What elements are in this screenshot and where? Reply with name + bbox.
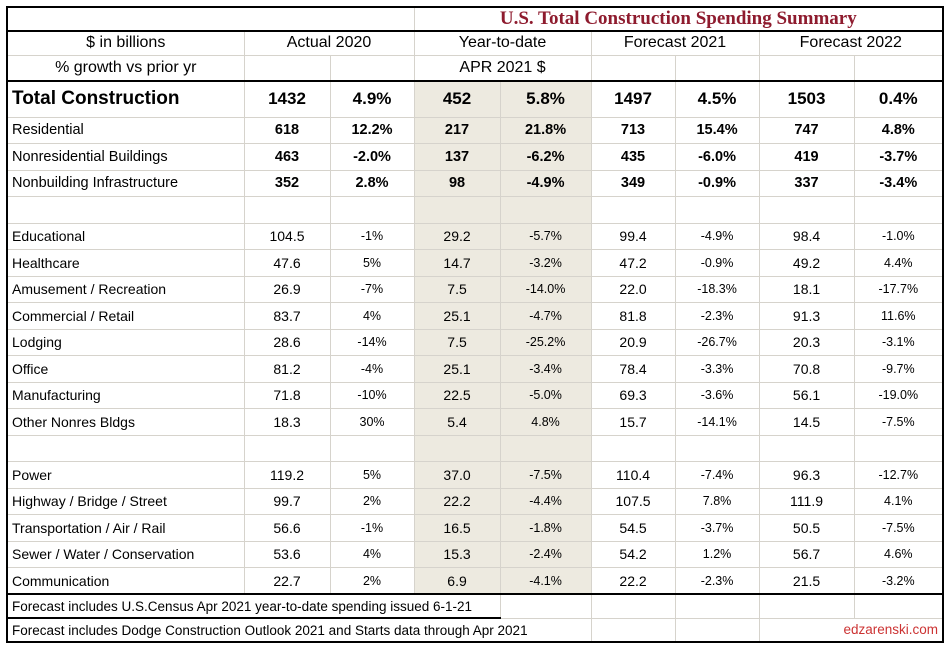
cell-growth-pct: 1.2% bbox=[675, 541, 759, 568]
row-label: Sewer / Water / Conservation bbox=[7, 541, 244, 568]
table-row bbox=[7, 303, 943, 330]
cell-growth-pct: 11.6% bbox=[854, 303, 943, 330]
cell-spending-value: 5.4 bbox=[414, 409, 500, 436]
cell-growth-pct: -4.7% bbox=[500, 303, 591, 330]
column-group-forecast-2021: Forecast 2021 bbox=[591, 31, 759, 55]
column-group-forecast-2022: Forecast 2022 bbox=[759, 31, 943, 55]
table-title: U.S. Total Construction Spending Summary bbox=[414, 7, 943, 31]
cell-growth-pct: 12.2% bbox=[330, 117, 414, 144]
table-row bbox=[7, 462, 943, 489]
cell-spending-value: 1497 bbox=[591, 81, 675, 117]
footer-empty-cell bbox=[759, 594, 854, 618]
table-row bbox=[7, 329, 943, 356]
footnote-row-1 bbox=[7, 594, 943, 618]
header-empty-cell bbox=[675, 55, 759, 81]
cell-spending-value: 25.1 bbox=[414, 356, 500, 383]
cell-spending-value bbox=[591, 197, 675, 224]
table-row bbox=[7, 488, 943, 515]
cell-spending-value: 47.2 bbox=[591, 250, 675, 277]
cell-growth-pct bbox=[675, 197, 759, 224]
cell-growth-pct: -4% bbox=[330, 356, 414, 383]
cell-spending-value: 56.6 bbox=[244, 515, 330, 542]
cell-spending-value: 98 bbox=[414, 170, 500, 197]
cell-spending-value: 6.9 bbox=[414, 568, 500, 595]
cell-growth-pct: 4% bbox=[330, 541, 414, 568]
cell-growth-pct: -4.4% bbox=[500, 488, 591, 515]
cell-spending-value: 104.5 bbox=[244, 223, 330, 250]
cell-growth-pct: -3.6% bbox=[675, 382, 759, 409]
cell-spending-value: 83.7 bbox=[244, 303, 330, 330]
cell-growth-pct: -2.4% bbox=[500, 541, 591, 568]
row-label: Nonresidential Buildings bbox=[7, 144, 244, 171]
cell-growth-pct: 30% bbox=[330, 409, 414, 436]
cell-spending-value: 110.4 bbox=[591, 462, 675, 489]
cell-spending-value: 29.2 bbox=[414, 223, 500, 250]
cell-spending-value bbox=[244, 435, 330, 462]
table-row bbox=[7, 170, 943, 197]
cell-growth-pct: -4.9% bbox=[675, 223, 759, 250]
table-row bbox=[7, 382, 943, 409]
cell-growth-pct: -2.0% bbox=[330, 144, 414, 171]
footer-empty-cell bbox=[675, 618, 759, 642]
cell-growth-pct: -14.1% bbox=[675, 409, 759, 436]
row-label: Other Nonres Bldgs bbox=[7, 409, 244, 436]
cell-spending-value: 7.5 bbox=[414, 329, 500, 356]
column-group-actual-2020: Actual 2020 bbox=[244, 31, 414, 55]
cell-spending-value: 78.4 bbox=[591, 356, 675, 383]
table-row bbox=[7, 223, 943, 250]
cell-growth-pct: -4.9% bbox=[500, 170, 591, 197]
table-row bbox=[7, 356, 943, 383]
cell-spending-value: 54.2 bbox=[591, 541, 675, 568]
cell-growth-pct: -25.2% bbox=[500, 329, 591, 356]
cell-spending-value: 14.5 bbox=[759, 409, 854, 436]
table-row bbox=[7, 81, 943, 117]
header-empty-cell bbox=[330, 55, 414, 81]
cell-spending-value: 1432 bbox=[244, 81, 330, 117]
spacer-row bbox=[7, 197, 943, 224]
cell-growth-pct: 5.8% bbox=[500, 81, 591, 117]
table-row bbox=[7, 144, 943, 171]
cell-spending-value: 20.3 bbox=[759, 329, 854, 356]
cell-growth-pct: -3.7% bbox=[854, 144, 943, 171]
cell-spending-value: 337 bbox=[759, 170, 854, 197]
table-row bbox=[7, 515, 943, 542]
cell-growth-pct: -0.9% bbox=[675, 250, 759, 277]
cell-growth-pct: -7.5% bbox=[854, 409, 943, 436]
cell-growth-pct: 5% bbox=[330, 462, 414, 489]
cell-spending-value: 15.7 bbox=[591, 409, 675, 436]
cell-spending-value: 54.5 bbox=[591, 515, 675, 542]
cell-spending-value: 419 bbox=[759, 144, 854, 171]
cell-growth-pct: -4.1% bbox=[500, 568, 591, 595]
cell-growth-pct: 0.4% bbox=[854, 81, 943, 117]
cell-growth-pct: -26.7% bbox=[675, 329, 759, 356]
table-row bbox=[7, 568, 943, 595]
cell-spending-value: 56.1 bbox=[759, 382, 854, 409]
cell-spending-value: 107.5 bbox=[591, 488, 675, 515]
cell-growth-pct: 4.5% bbox=[675, 81, 759, 117]
cell-growth-pct: 4.9% bbox=[330, 81, 414, 117]
cell-spending-value: 18.1 bbox=[759, 276, 854, 303]
footnote-row-2 bbox=[7, 618, 943, 642]
cell-spending-value: 98.4 bbox=[759, 223, 854, 250]
cell-growth-pct: -18.3% bbox=[675, 276, 759, 303]
cell-growth-pct: 2.8% bbox=[330, 170, 414, 197]
cell-growth-pct: -19.0% bbox=[854, 382, 943, 409]
cell-spending-value: 49.2 bbox=[759, 250, 854, 277]
cell-growth-pct: 4.8% bbox=[500, 409, 591, 436]
header-empty-cell bbox=[854, 55, 943, 81]
cell-growth-pct: 4.6% bbox=[854, 541, 943, 568]
cell-spending-value bbox=[414, 197, 500, 224]
cell-growth-pct: 5% bbox=[330, 250, 414, 277]
cell-growth-pct: 2% bbox=[330, 568, 414, 595]
cell-spending-value: 349 bbox=[591, 170, 675, 197]
cell-growth-pct: -2.3% bbox=[675, 303, 759, 330]
construction-spending-table bbox=[6, 6, 944, 643]
header-empty-cell bbox=[759, 55, 854, 81]
row-label: Total Construction bbox=[7, 81, 244, 117]
cell-growth-pct: -3.4% bbox=[500, 356, 591, 383]
cell-growth-pct: 4.4% bbox=[854, 250, 943, 277]
cell-growth-pct: -9.7% bbox=[854, 356, 943, 383]
cell-spending-value: 81.8 bbox=[591, 303, 675, 330]
cell-spending-value: 37.0 bbox=[414, 462, 500, 489]
units-label: $ in billions bbox=[7, 31, 244, 55]
footer-empty-cell bbox=[854, 594, 943, 618]
cell-spending-value: 747 bbox=[759, 117, 854, 144]
cell-spending-value: 69.3 bbox=[591, 382, 675, 409]
cell-growth-pct bbox=[500, 435, 591, 462]
cell-growth-pct: -5.7% bbox=[500, 223, 591, 250]
header-row-2 bbox=[7, 55, 943, 81]
cell-spending-value: 463 bbox=[244, 144, 330, 171]
cell-growth-pct bbox=[500, 197, 591, 224]
row-label: Office bbox=[7, 356, 244, 383]
cell-growth-pct bbox=[675, 435, 759, 462]
cell-spending-value: 452 bbox=[414, 81, 500, 117]
cell-growth-pct: -14% bbox=[330, 329, 414, 356]
cell-spending-value: 22.0 bbox=[591, 276, 675, 303]
table-row bbox=[7, 250, 943, 277]
cell-spending-value bbox=[591, 435, 675, 462]
cell-spending-value: 352 bbox=[244, 170, 330, 197]
footer-empty-cell bbox=[500, 594, 591, 618]
cell-growth-pct bbox=[854, 435, 943, 462]
row-label: Residential bbox=[7, 117, 244, 144]
cell-spending-value: 618 bbox=[244, 117, 330, 144]
row-label: Nonbuilding Infrastructure bbox=[7, 170, 244, 197]
cell-growth-pct: -12.7% bbox=[854, 462, 943, 489]
cell-growth-pct: -1% bbox=[330, 515, 414, 542]
cell-growth-pct: 2% bbox=[330, 488, 414, 515]
row-label: Amusement / Recreation bbox=[7, 276, 244, 303]
row-label: Highway / Bridge / Street bbox=[7, 488, 244, 515]
cell-spending-value: 71.8 bbox=[244, 382, 330, 409]
cell-growth-pct: -2.3% bbox=[675, 568, 759, 595]
table-row bbox=[7, 276, 943, 303]
cell-spending-value: 7.5 bbox=[414, 276, 500, 303]
column-group-year-to-date: Year-to-date bbox=[414, 31, 591, 55]
cell-spending-value: 47.6 bbox=[244, 250, 330, 277]
footnote-dodge: Forecast includes Dodge Construction Outlook 2021 and Starts data through Apr 2021 bbox=[7, 618, 591, 642]
cell-growth-pct: 4.1% bbox=[854, 488, 943, 515]
cell-spending-value: 137 bbox=[414, 144, 500, 171]
cell-spending-value: 18.3 bbox=[244, 409, 330, 436]
footer-empty-cell bbox=[591, 594, 675, 618]
cell-spending-value: 96.3 bbox=[759, 462, 854, 489]
cell-spending-value bbox=[244, 197, 330, 224]
cell-spending-value: 16.5 bbox=[414, 515, 500, 542]
table-row bbox=[7, 117, 943, 144]
cell-spending-value: 713 bbox=[591, 117, 675, 144]
cell-spending-value: 99.7 bbox=[244, 488, 330, 515]
cell-growth-pct: -7% bbox=[330, 276, 414, 303]
cell-growth-pct: -3.2% bbox=[500, 250, 591, 277]
table-row bbox=[7, 409, 943, 436]
cell-spending-value: 50.5 bbox=[759, 515, 854, 542]
footnote-census: Forecast includes U.S.Census Apr 2021 year-to-date spending issued 6-1-21 bbox=[7, 594, 500, 618]
cell-growth-pct: -1% bbox=[330, 223, 414, 250]
cell-growth-pct bbox=[854, 197, 943, 224]
cell-growth-pct: -14.0% bbox=[500, 276, 591, 303]
cell-spending-value: 70.8 bbox=[759, 356, 854, 383]
row-label: Commercial / Retail bbox=[7, 303, 244, 330]
cell-growth-pct: -3.1% bbox=[854, 329, 943, 356]
cell-spending-value: 20.9 bbox=[591, 329, 675, 356]
title-row-empty-cell bbox=[7, 7, 414, 31]
cell-spending-value bbox=[759, 435, 854, 462]
cell-spending-value: 22.5 bbox=[414, 382, 500, 409]
row-label: Communication bbox=[7, 568, 244, 595]
cell-spending-value: 22.7 bbox=[244, 568, 330, 595]
cell-spending-value: 21.5 bbox=[759, 568, 854, 595]
row-label: Educational bbox=[7, 223, 244, 250]
growth-label: % growth vs prior yr bbox=[7, 55, 244, 81]
cell-growth-pct: -17.7% bbox=[854, 276, 943, 303]
ytd-subtitle: APR 2021 $ bbox=[414, 55, 591, 81]
row-label: Power bbox=[7, 462, 244, 489]
cell-growth-pct: -6.0% bbox=[675, 144, 759, 171]
row-label: Lodging bbox=[7, 329, 244, 356]
cell-growth-pct: -1.8% bbox=[500, 515, 591, 542]
row-label bbox=[7, 197, 244, 224]
cell-growth-pct: 4.8% bbox=[854, 117, 943, 144]
header-empty-cell bbox=[591, 55, 675, 81]
header-row-1 bbox=[7, 31, 943, 55]
cell-growth-pct: 4% bbox=[330, 303, 414, 330]
cell-growth-pct: -6.2% bbox=[500, 144, 591, 171]
row-label: Manufacturing bbox=[7, 382, 244, 409]
cell-growth-pct: -3.3% bbox=[675, 356, 759, 383]
title-row bbox=[7, 7, 943, 31]
cell-spending-value: 217 bbox=[414, 117, 500, 144]
cell-growth-pct: 21.8% bbox=[500, 117, 591, 144]
cell-growth-pct bbox=[330, 435, 414, 462]
footer-empty-cell bbox=[675, 594, 759, 618]
cell-growth-pct: -7.5% bbox=[500, 462, 591, 489]
cell-spending-value: 26.9 bbox=[244, 276, 330, 303]
cell-spending-value bbox=[759, 197, 854, 224]
cell-spending-value: 56.7 bbox=[759, 541, 854, 568]
site-credit: edzarenski.com bbox=[759, 618, 943, 642]
cell-growth-pct: -7.4% bbox=[675, 462, 759, 489]
cell-spending-value: 435 bbox=[591, 144, 675, 171]
cell-growth-pct: -3.2% bbox=[854, 568, 943, 595]
spacer-row bbox=[7, 435, 943, 462]
cell-spending-value: 99.4 bbox=[591, 223, 675, 250]
cell-spending-value: 15.3 bbox=[414, 541, 500, 568]
cell-spending-value: 1503 bbox=[759, 81, 854, 117]
row-label: Transportation / Air / Rail bbox=[7, 515, 244, 542]
row-label bbox=[7, 435, 244, 462]
cell-growth-pct bbox=[330, 197, 414, 224]
row-label: Healthcare bbox=[7, 250, 244, 277]
cell-growth-pct: -5.0% bbox=[500, 382, 591, 409]
cell-growth-pct: -10% bbox=[330, 382, 414, 409]
cell-growth-pct: -7.5% bbox=[854, 515, 943, 542]
cell-growth-pct: 15.4% bbox=[675, 117, 759, 144]
table-row bbox=[7, 541, 943, 568]
footer-empty-cell bbox=[591, 618, 675, 642]
cell-spending-value: 22.2 bbox=[414, 488, 500, 515]
cell-spending-value: 111.9 bbox=[759, 488, 854, 515]
cell-spending-value: 25.1 bbox=[414, 303, 500, 330]
cell-growth-pct: 7.8% bbox=[675, 488, 759, 515]
cell-spending-value: 14.7 bbox=[414, 250, 500, 277]
cell-growth-pct: -1.0% bbox=[854, 223, 943, 250]
cell-growth-pct: -3.7% bbox=[675, 515, 759, 542]
cell-growth-pct: -0.9% bbox=[675, 170, 759, 197]
cell-spending-value: 22.2 bbox=[591, 568, 675, 595]
cell-spending-value: 53.6 bbox=[244, 541, 330, 568]
cell-spending-value: 81.2 bbox=[244, 356, 330, 383]
cell-spending-value: 119.2 bbox=[244, 462, 330, 489]
header-empty-cell bbox=[244, 55, 330, 81]
cell-spending-value bbox=[414, 435, 500, 462]
cell-spending-value: 91.3 bbox=[759, 303, 854, 330]
cell-spending-value: 28.6 bbox=[244, 329, 330, 356]
cell-growth-pct: -3.4% bbox=[854, 170, 943, 197]
